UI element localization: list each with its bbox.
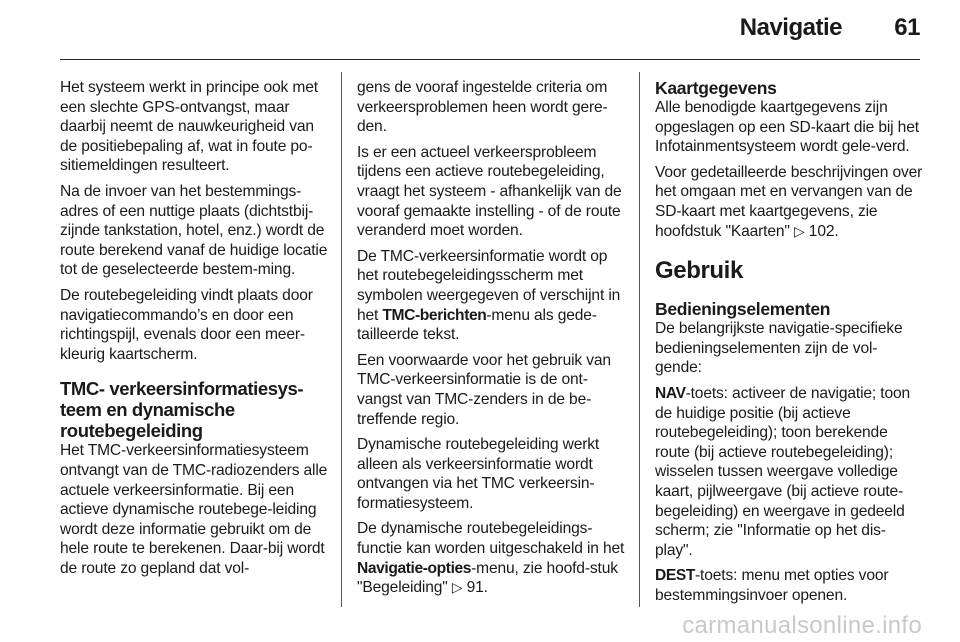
paragraph: Het TMC-verkeersinformatiesysteem ontvangt van de TMC-radiozenders alle actuele verkeersinformatie. Bij een actieve dynamische routebege-leiding wordt deze informatie gebruikt om de hele route te berekenen. Daar-bij wordt de route zo gepland dat vol- bbox=[60, 442, 328, 577]
paragraph bbox=[655, 384, 923, 560]
arrow-right-icon: ▷ bbox=[793, 222, 805, 239]
section-heading-tmc: TMC- verkeersinformatiesys-teem en dynamische routebegeleiding bbox=[60, 378, 304, 442]
page-header bbox=[0, 0, 960, 60]
text: -menu, zie hoofd-stuk "Begeleiding" bbox=[357, 559, 618, 597]
text: -toets: menu met opties voor bestemmingsinvoer openen. bbox=[655, 567, 889, 604]
header-rule bbox=[60, 59, 920, 60]
subheading-kaartgegevens: Kaartgegevens bbox=[655, 78, 777, 98]
paragraph: Alle benodigde kaartgegevens zijn opgeslagen op een SD-kaart die bij het Infotainmentsysteem wordt gele-verd. bbox=[655, 99, 919, 156]
menu-name-navigatie-opties: Navigatie-opties bbox=[357, 559, 472, 577]
text: De dynamische routebegeleidings-functie kan worden uitgeschakeld in het bbox=[357, 520, 625, 558]
paragraph: Een voorwaarde voor het gebruik van TMC-verkeersinformatie is de ont-vangst van TMC-zenders in de be-treffende regio. bbox=[357, 351, 611, 428]
page-reference: 91. bbox=[466, 579, 488, 597]
paragraph: Dynamische routebegeleiding werkt alleen als verkeersinformatie wordt ontvangen via het TMC verkeersin-formatiesysteem. bbox=[357, 436, 600, 512]
page-number: 61 bbox=[894, 14, 920, 41]
paragraph: Het systeem werkt in principe ook met een slechte GPS-ontvangst, maar daarbij neemt de nauwkeurigheid van de positiebepaling af, wat in foute po-sitiemeldingen resulteert. bbox=[60, 79, 318, 175]
paragraph: Is er een actueel verkeersprobleem tijdens een actieve routebegeleiding, vraagt het systeem - afhankelijk van de vooraf gemaakte instelling - of de route veranderd moet worden. bbox=[357, 143, 622, 240]
paragraph bbox=[655, 566, 923, 605]
page-title: Navigatie bbox=[739, 14, 842, 41]
column-3 bbox=[655, 78, 923, 611]
arrow-right-icon: ▷ bbox=[451, 579, 463, 596]
text: -toets: activeer de navigatie; toon de huidige positie (bij actieve routebegeleiding); toon berekende route (bij actieve routebegeleiding); wisselen tussen weergave volledige kaart, pijlweergave (bij actieve route-begeleiding) en weergave in gedeeld scherm; zie "Informatie op het dis-play". bbox=[655, 384, 911, 559]
chapter-heading-gebruik: Gebruik bbox=[655, 257, 743, 285]
paragraph: De routebegeleiding vindt plaats door navigatiecommando’s en door een richtingspijl, evenals door een meer-kleurig kaartscherm. bbox=[60, 286, 313, 363]
paragraph: Na de invoer van het bestemmings-adres of een nuttige plaats (dichtstbij-zijnde tankstation, hotel, enz.) wordt de route berekend vanaf de huidige locatie tot de geselecteerde bestem-ming. bbox=[60, 182, 328, 279]
paragraph bbox=[655, 163, 923, 241]
paragraph bbox=[357, 247, 625, 345]
paragraph bbox=[357, 519, 625, 597]
column-1 bbox=[60, 78, 328, 584]
menu-name-tmc-berichten: TMC-berichten bbox=[382, 306, 487, 324]
watermark: carmanualsonline.info bbox=[682, 612, 922, 639]
page-reference: 102. bbox=[808, 222, 839, 240]
paragraph: gens de vooraf ingestelde criteria om verkeersproblemen heen wordt gere-den. bbox=[357, 79, 608, 136]
subheading-bedieningselementen: Bedieningselementen bbox=[655, 299, 831, 320]
text: -menu als gede-tailleerde tekst. bbox=[357, 306, 597, 344]
text: De TMC-verkeersinformatie wordt op het routebegeleidingsscherm met symbolen weergegeven of verschijnt in het bbox=[357, 247, 621, 324]
column-divider bbox=[341, 72, 342, 607]
text: Voor gedetailleerde beschrijvingen over het omgaan met en vervangen van de SD-kaart met kaartgegevens, zie hoofdstuk "Kaarten" bbox=[655, 163, 923, 240]
paragraph: De belangrijkste navigatie-specifieke bedieningselementen zijn de vol-gende: bbox=[655, 320, 903, 377]
column-divider bbox=[639, 72, 640, 607]
column-2 bbox=[357, 78, 625, 604]
key-name-dest: DEST bbox=[655, 567, 695, 585]
key-name-nav: NAV bbox=[655, 384, 686, 402]
